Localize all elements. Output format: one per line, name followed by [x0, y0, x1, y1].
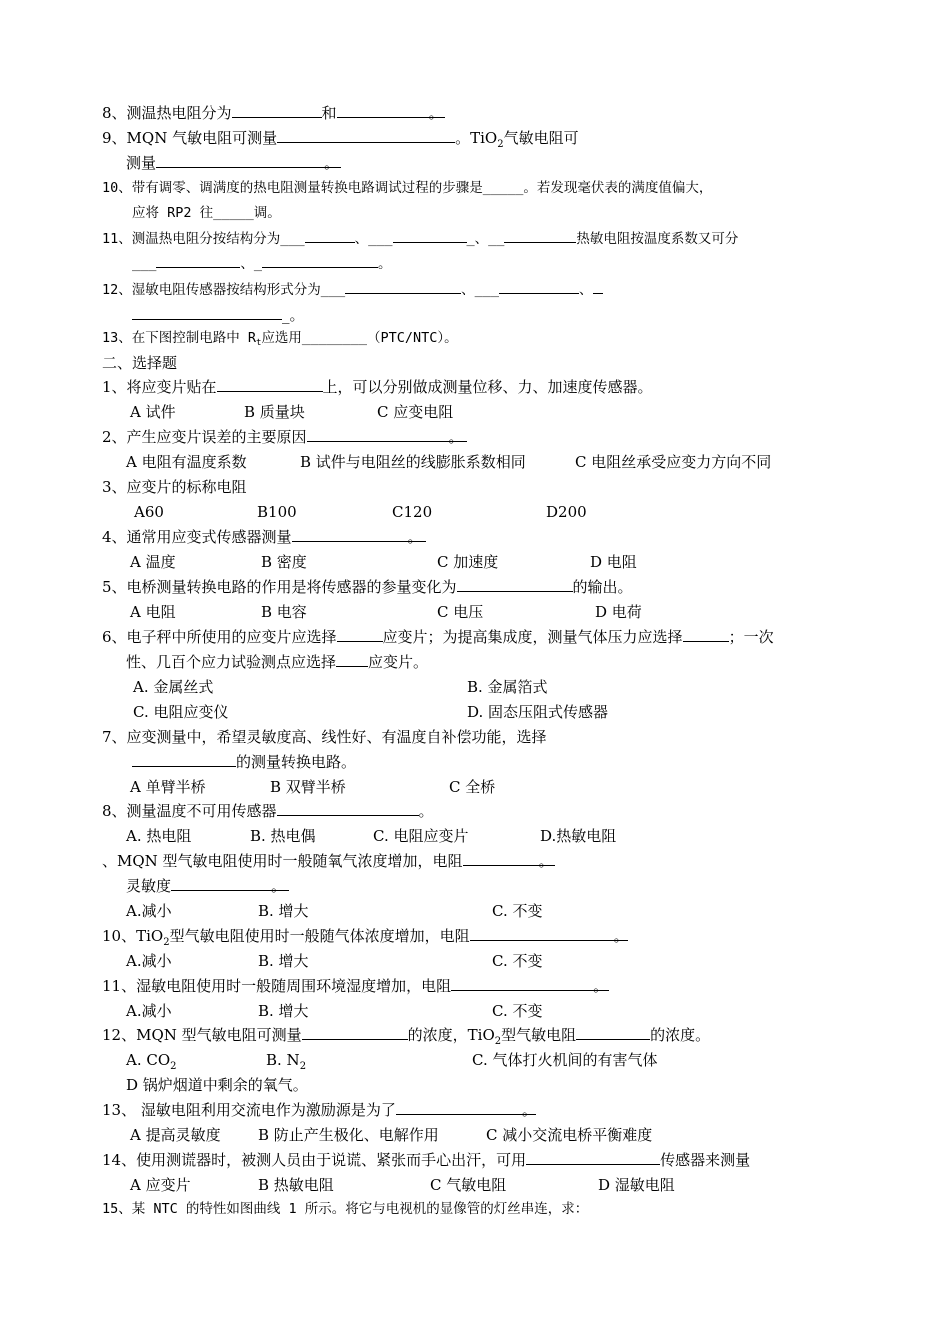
answer-blank[interactable] [277, 127, 455, 143]
option-a[interactable]: A.减小 [126, 902, 172, 920]
option-c[interactable]: C. 不变 [492, 902, 543, 920]
answer-blank[interactable] [337, 626, 383, 642]
c15-text: 15、某 NTC 的特性如图曲线 1 所示。将它与电视机的显像管的灯丝串连，求： [102, 1201, 589, 1217]
answer-blank[interactable] [457, 576, 573, 592]
question-11-cont [132, 252, 392, 274]
answer-blank[interactable] [393, 227, 467, 243]
c11-text: 11、湿敏电阻使用时一般随周围环境湿度增加，电阻 [102, 977, 452, 995]
c7-text: 7、应变测量中，希望灵敏度高、线性好、有温度自补偿功能，选择 [102, 728, 547, 746]
choice-8-options [0, 825, 950, 847]
answer-blank[interactable] [470, 925, 629, 945]
choice-1-options [0, 401, 950, 423]
option-b[interactable]: B 试件与电阻丝的线膨胀系数相同 [300, 453, 526, 471]
q11-sep: 、_ [240, 256, 263, 272]
answer-blank[interactable] [337, 102, 445, 122]
choice-6-cont [126, 651, 428, 673]
option-c[interactable]: C120 [392, 503, 433, 521]
c6-text2: 应变片；为提高集成度，测量气体压力应选择 [382, 628, 683, 646]
choice-2 [102, 426, 467, 448]
option-c[interactable]: C. 不变 [492, 1002, 543, 1020]
choice-10-options [0, 950, 950, 972]
choice-7-options [0, 776, 950, 798]
question-12-cont [132, 304, 305, 326]
c4-end: 。 [407, 528, 423, 546]
option-d[interactable]: D 电阻 [590, 553, 637, 571]
option-b[interactable]: B 热敏电阻 [258, 1176, 334, 1194]
q10-text2: 应将 RP2 往_____调。 [132, 205, 281, 221]
c5-text: 5、电桥测量转换电路的作用是将传感器的参量变化为 [102, 578, 457, 596]
q9-text2: 气敏电阻可 [503, 129, 579, 147]
answer-blank[interactable] [232, 102, 322, 118]
choice-12-option-d-row [126, 1074, 308, 1096]
choice-13 [102, 1099, 536, 1121]
option-a[interactable]: A60 [134, 503, 164, 521]
q13-text: 13、在下图控制电路中 R [102, 330, 257, 346]
choice-12-options [0, 1049, 950, 1071]
option-c[interactable]: C 全桥 [449, 778, 496, 796]
option-c[interactable]: C 气敏电阻 [430, 1176, 507, 1194]
option-b[interactable]: B. 增大 [258, 1002, 309, 1020]
option-b[interactable] [266, 1049, 306, 1071]
option-c[interactable]: C. 气体打火机间的有害气体 [472, 1051, 658, 1069]
c10-text: 10、TiO [102, 927, 164, 945]
choice-11 [102, 975, 609, 997]
option-b[interactable]: B 密度 [261, 553, 307, 571]
option-d[interactable]: D. 固态压阻式传感器 [467, 703, 609, 721]
answer-blank[interactable] [593, 278, 603, 294]
option-a[interactable]: A 单臂半桥 [130, 778, 206, 796]
answer-blank[interactable] [345, 278, 461, 294]
answer-blank[interactable] [307, 426, 467, 446]
answer-blank[interactable] [683, 626, 729, 642]
option-a[interactable]: A 提高灵敏度 [130, 1126, 221, 1144]
c1-text2: 上，可以分别做成测量位移、力、加速度传感器。 [322, 378, 653, 396]
answer-blank[interactable] [526, 1149, 660, 1165]
q11-sep: 、___ [354, 231, 393, 247]
c6-text: 6、电子秤中所使用的应变片应选择 [102, 628, 337, 646]
answer-blank[interactable] [499, 278, 579, 294]
q13-sub: t [256, 338, 262, 348]
option-a[interactable]: A.减小 [126, 952, 172, 970]
c12-text: 12、MQN 型气敏电阻可测量 [102, 1026, 302, 1044]
question-11 [102, 227, 738, 249]
c14-text: 14、使用测谎器时，被测人员由于说谎、紧张而手心出汗，可用 [102, 1151, 527, 1169]
choice-6-options-row1 [0, 676, 950, 698]
c2-end: 。 [448, 428, 464, 446]
choice-9-cont [126, 875, 289, 897]
q9-tio: 。TiO [455, 129, 498, 147]
q12-sep: 、 [579, 282, 593, 298]
q13-text2: 应选用________（PTC/NTC）。 [261, 330, 458, 346]
option-b[interactable]: B 双臂半桥 [270, 778, 346, 796]
choice-10 [102, 925, 628, 947]
q12-sep: 、___ [461, 282, 500, 298]
answer-blank[interactable] [305, 227, 355, 243]
choice-5 [102, 576, 633, 598]
q11-text2: 热敏电阻按温度系数又可分 [576, 231, 739, 247]
c5-text2: 的输出。 [572, 578, 633, 596]
choice-8 [102, 800, 434, 822]
c14-text2: 传感器来测量 [660, 1151, 751, 1169]
c13-text: 13、 湿敏电阻利用交流电作为激励源是为了 [102, 1101, 396, 1119]
option-a[interactable]: A. 金属丝式 [133, 678, 214, 696]
c6-text4: 性、几百个应力试验测点应选择 [126, 653, 337, 671]
option-a[interactable]: A. 热电阻 [126, 827, 192, 845]
choice-9-options [0, 900, 950, 922]
option-d[interactable]: D 锅炉烟道中剩余的氧气。 [126, 1076, 308, 1094]
option-a[interactable] [126, 1049, 177, 1071]
option-d[interactable]: D 电荷 [595, 603, 642, 621]
answer-blank[interactable] [292, 526, 426, 546]
q11-sep: _、__ [466, 231, 505, 247]
c11-end: 。 [593, 977, 609, 995]
c9-end2: 。 [271, 877, 287, 895]
q11-text: 11、测温热电阻分按结构分为___ [102, 231, 305, 247]
choice-9 [102, 850, 555, 872]
question-9 [102, 127, 579, 149]
choice-13-options [0, 1124, 950, 1146]
choice-7 [102, 726, 547, 748]
c7-text2: 的测量转换电路。 [236, 753, 357, 771]
option-b[interactable]: B. 增大 [258, 902, 309, 920]
q9-sub: 2 [497, 139, 504, 150]
section-title [102, 352, 177, 374]
c10-text2: 型气敏电阻使用时一般随气体浓度增加，电阻 [169, 927, 470, 945]
option-a-label: A. CO [126, 1051, 171, 1069]
c12-sub: 2 [494, 1036, 502, 1047]
c12-text4: 的浓度。 [650, 1026, 711, 1044]
option-b[interactable]: B. 金属箔式 [467, 678, 548, 696]
q9-text: 9、MQN 气敏电阻可测量 [102, 129, 278, 147]
c4-text: 4、通常用应变式传感器测量 [102, 528, 292, 546]
answer-blank[interactable] [576, 1024, 650, 1040]
c10-end: 。 [613, 927, 629, 945]
choice-4-options [0, 551, 950, 573]
choice-6 [102, 626, 774, 648]
answer-blank[interactable] [336, 651, 368, 667]
answer-blank[interactable] [171, 875, 289, 895]
choice-12 [102, 1024, 710, 1046]
option-c[interactable]: C 电压 [437, 603, 484, 621]
choice-7-cont [132, 751, 356, 773]
question-10 [102, 177, 712, 199]
c3-text: 3、应变片的标称电阻 [102, 478, 247, 496]
c13-end: 。 [521, 1101, 537, 1119]
option-b[interactable]: B. 热电偶 [250, 827, 316, 845]
choice-2-options [0, 451, 950, 473]
answer-blank[interactable] [156, 252, 240, 268]
option-d[interactable]: D200 [546, 503, 587, 521]
answer-blank[interactable] [156, 152, 341, 172]
answer-blank[interactable] [504, 227, 576, 243]
choice-11-options [0, 1000, 950, 1022]
choice-4 [102, 526, 426, 548]
c8-end: 。 [418, 802, 434, 820]
choice-3 [102, 476, 247, 498]
option-c[interactable]: C. 电阻应变仪 [133, 703, 229, 721]
q11-sep: ___ [132, 256, 157, 272]
q8-text: 8、测温热电阻分为 [102, 104, 232, 122]
c6-text3: ；一次 [728, 628, 774, 646]
option-c[interactable]: C. 电阻应变片 [373, 827, 469, 845]
option-c[interactable]: C 应变电阻 [377, 403, 454, 421]
question-8 [102, 102, 445, 124]
option-a[interactable]: A 试件 [130, 403, 176, 421]
option-b[interactable]: B. 增大 [258, 952, 309, 970]
c9-text2: 灵敏度 [126, 877, 172, 895]
option-a[interactable]: A 电阻 [130, 603, 176, 621]
c2-text: 2、产生应变片误差的主要原因 [102, 428, 307, 446]
c12-text3: 型气敏电阻 [501, 1026, 577, 1044]
q12-end: _。 [282, 306, 305, 324]
question-13 [102, 327, 458, 349]
answer-blank[interactable] [132, 304, 282, 320]
option-b[interactable]: B 防止产生极化、电解作用 [258, 1126, 439, 1144]
question-9-cont [126, 152, 341, 174]
option-a[interactable]: A.减小 [126, 1002, 172, 1020]
option-d[interactable]: D 湿敏电阻 [598, 1176, 675, 1194]
option-b-sub: 2 [299, 1061, 307, 1072]
answer-blank[interactable] [217, 376, 323, 392]
c1-text: 1、将应变片贴在 [102, 378, 217, 396]
option-c[interactable]: C 加速度 [437, 553, 499, 571]
c9-text: 、MQN 型气敏电阻使用时一般随氧气浓度增加，电阻 [102, 852, 463, 870]
c6-text5: 应变片。 [368, 653, 429, 671]
option-b[interactable]: B100 [257, 503, 297, 521]
q9-measure: 测量 [126, 154, 157, 172]
choice-14 [102, 1149, 750, 1171]
choice-6-options-row2 [0, 701, 950, 723]
answer-blank[interactable] [302, 1024, 408, 1040]
section-heading: 二、选择题 [102, 354, 178, 372]
option-c[interactable]: C 减小交流电桥平衡难度 [486, 1126, 653, 1144]
choice-5-options [0, 601, 950, 623]
option-a[interactable]: A 温度 [130, 553, 176, 571]
option-b-label: B. N [266, 1051, 300, 1069]
answer-blank[interactable] [277, 800, 419, 816]
answer-blank[interactable] [463, 850, 555, 870]
answer-blank[interactable] [451, 975, 609, 995]
choice-3-options [0, 501, 950, 523]
question-10-cont [132, 202, 281, 224]
c12-text2: 的浓度，TiO [407, 1026, 495, 1044]
option-d[interactable]: D.热敏电阻 [540, 827, 617, 845]
question-12 [102, 278, 603, 300]
c10-sub: 2 [163, 937, 170, 948]
q11-end: 。 [378, 256, 392, 272]
option-c[interactable]: C 电阻丝承受应变力方向不同 [575, 453, 772, 471]
q10-text: 10、带有调零、调满度的热电阻测量转换电路调试过程的步骤是_____。若发现毫伏表的满度值偏大， [102, 180, 713, 196]
choice-1 [102, 376, 653, 398]
c9-end: 。 [538, 852, 554, 870]
q8-and: 和 [321, 104, 337, 122]
q9-end: 。 [324, 154, 340, 172]
c8-text: 8、测量温度不可用传感器 [102, 802, 277, 820]
q12-text: 12、湿敏电阻传感器按结构形式分为___ [102, 282, 346, 298]
answer-blank[interactable] [262, 252, 378, 268]
option-b[interactable]: B 电容 [261, 603, 307, 621]
option-c[interactable]: C. 不变 [492, 952, 543, 970]
option-a[interactable]: A 电阻有温度系数 [126, 453, 247, 471]
answer-blank[interactable] [396, 1099, 537, 1119]
option-a[interactable]: A 应变片 [130, 1176, 191, 1194]
choice-15 [102, 1198, 588, 1220]
option-a-sub: 2 [170, 1061, 177, 1072]
answer-blank[interactable] [132, 751, 236, 767]
option-b[interactable]: B 质量块 [244, 403, 305, 421]
choice-14-options [0, 1174, 950, 1196]
q8-end: 。 [428, 104, 444, 122]
